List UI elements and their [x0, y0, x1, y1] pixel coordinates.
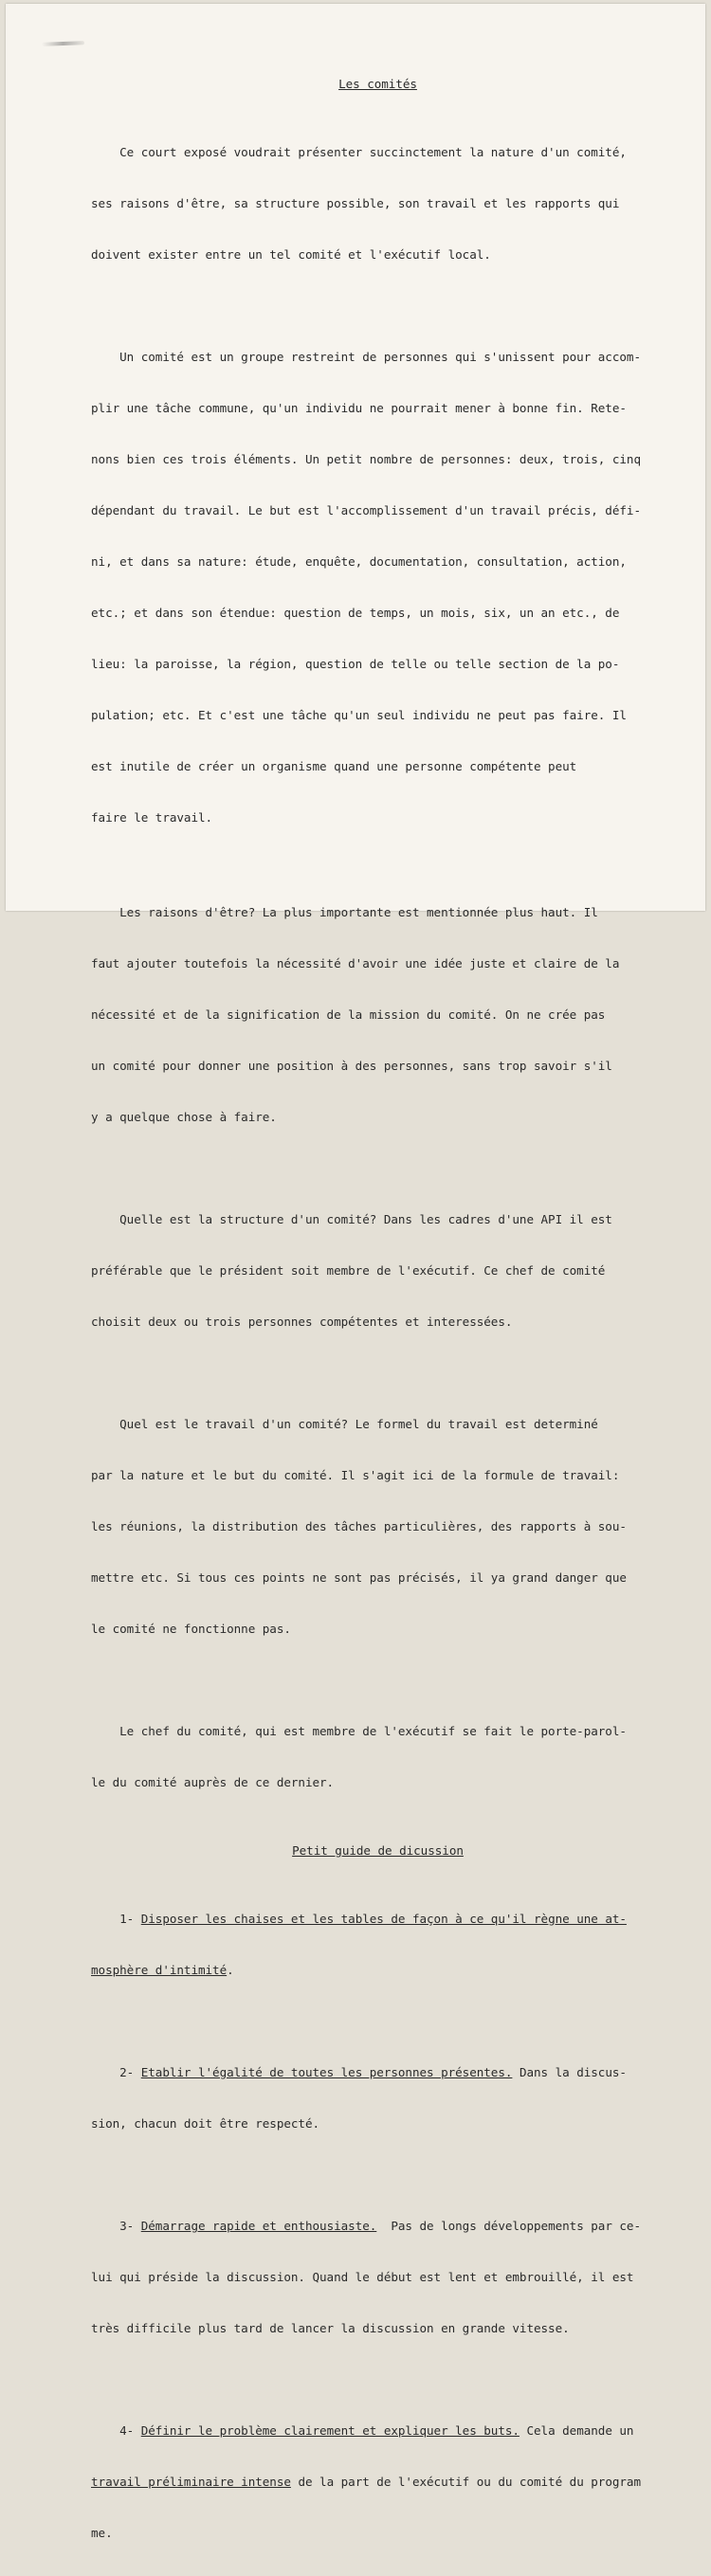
intro-line: doivent exister entre un tel comité et l'exécutif local. — [91, 247, 491, 262]
paragraph-line: dépendant du travail. Le but est l'accomplissement d'un travail précis, défi- — [91, 503, 641, 517]
paragraph-line: faire le travail. — [91, 810, 213, 825]
guide-item-line: très difficile plus tard de lancer la discussion en grande vitesse. — [91, 2321, 570, 2335]
reasons-paragraph — [91, 870, 641, 1160]
guide-item-3 — [91, 2184, 641, 2371]
item-heading: Démarrage rapide et enthousiaste. — [140, 2219, 377, 2233]
intro-line: ses raisons d'être, sa structure possible, son travail et les rapports qui — [91, 196, 620, 210]
paragraph-line: le du comité auprès de ce dernier. — [91, 1775, 335, 1789]
work-paragraph — [91, 1382, 641, 1672]
paragraph-line: mettre etc. Si tous ces points ne sont pas précisés, il ya grand danger que — [91, 1570, 627, 1585]
pencil-mark — [42, 41, 84, 46]
paragraph-line: ni, et dans sa nature: étude, enquête, documentation, consultation, action, — [91, 554, 627, 569]
guide-item-line: sion, chacun doit être respecté. — [91, 2116, 320, 2131]
structure-paragraph — [91, 1177, 641, 1365]
paragraph-line: Un comité est un groupe restreint de personnes qui s'unissent pour accom- — [91, 350, 641, 364]
item-emphasis: travail préliminaire intense — [91, 2475, 291, 2489]
paragraph-line: Le chef du comité, qui est membre de l'exécutif se fait le porte-parol- — [91, 1724, 627, 1738]
guide-item-2 — [91, 2030, 641, 2167]
item-number: 3- — [91, 2219, 141, 2233]
paragraph-line: Quel est le travail d'un comité? Le formel du travail est determiné — [91, 1417, 598, 1431]
guide-item-line — [91, 2064, 641, 2081]
guide-item-line — [91, 1962, 641, 1979]
paragraph-line: le comité ne fonctionne pas. — [91, 1622, 291, 1636]
paragraph-line: est inutile de créer un organisme quand une personne compétente peut — [91, 759, 577, 773]
definition-paragraph — [91, 315, 641, 861]
intro-paragraph — [91, 110, 641, 298]
item-heading-continued: mosphère d'intimité — [91, 1963, 228, 1977]
paragraph-line: préférable que le président soit membre de l'exécutif. Ce chef de comité — [91, 1263, 606, 1278]
item-number: 2- — [91, 2065, 141, 2079]
item-heading: Etablir l'égalité de toutes les personnes présentes. — [140, 2065, 513, 2079]
paragraph-line: nons bien ces trois éléments. Un petit nombre de personnes: deux, trois, cinq — [91, 452, 641, 466]
paragraph-line: par la nature et le but du comité. Il s'agit ici de la formule de travail: — [91, 1468, 620, 1482]
item-heading: Disposer les chaises et les tables de façon à ce qu'il règne une at- — [140, 1912, 627, 1926]
document-body — [91, 76, 641, 2576]
paragraph-line: lieu: la paroisse, la région, question de telle ou telle section de la po- — [91, 657, 620, 671]
item-number: 1- — [91, 1912, 141, 1926]
intro-line: Ce court exposé voudrait présenter succinctement la nature d'un comité, — [91, 145, 627, 159]
item-text: Cela demande un — [519, 2423, 634, 2438]
item-text: de la part de l'exécutif ou du comité du program — [290, 2475, 641, 2489]
paragraph-line: un comité pour donner une position à des personnes, sans trop savoir s'il — [91, 1059, 612, 1073]
guide-item-line — [91, 1911, 641, 1928]
paragraph-line: Les raisons d'être? La plus importante est mentionnée plus haut. Il — [91, 905, 598, 919]
document-title: Les comités — [338, 77, 417, 91]
paragraph-line: nécessité et de la signification de la mission du comité. On ne crée pas — [91, 1007, 606, 1022]
paragraph-line: plir une tâche commune, qu'un individu ne pourrait mener à bonne fin. Rete- — [91, 401, 627, 415]
guide-item-line — [91, 2474, 641, 2491]
item-text: Dans la discus- — [512, 2065, 627, 2079]
paragraph-line: etc.; et dans son étendue: question de temps, un mois, six, un an etc., de — [91, 606, 620, 620]
guide-item-1 — [91, 1877, 641, 2013]
paragraph-line: y a quelque chose à faire. — [91, 1110, 277, 1124]
item-text: Pas de longs développements par ce- — [376, 2219, 641, 2233]
paragraph-line: choisit deux ou trois personnes compétentes et interessées. — [91, 1315, 513, 1329]
guide-item-line: me. — [91, 2526, 113, 2540]
guide-item-line — [91, 2422, 641, 2440]
paragraph-line: faut ajouter toutefois la nécessité d'avoir une idée juste et claire de la — [91, 956, 620, 971]
chief-paragraph — [91, 1689, 641, 1825]
paragraph-line: pulation; etc. Et c'est une tâche qu'un seul individu ne peut pas faire. Il — [91, 708, 627, 722]
item-heading: Définir le problème clairement et expliquer les buts. — [140, 2423, 520, 2438]
guide-item-line — [91, 2218, 641, 2235]
guide-title: Petit guide de dicussion — [292, 1843, 464, 1858]
guide-item-4 — [91, 2388, 641, 2576]
item-period: . — [227, 1963, 234, 1977]
paper-sheet — [6, 4, 705, 2540]
item-number: 4- — [91, 2423, 141, 2438]
guide-item-line: lui qui préside la discussion. Quand le début est lent et embrouillé, il est — [91, 2270, 634, 2284]
paragraph-line: Quelle est la structure d'un comité? Dans les cadres d'une API il est — [91, 1212, 612, 1226]
paragraph-line: les réunions, la distribution des tâches particulières, des rapports à sou- — [91, 1519, 627, 1533]
